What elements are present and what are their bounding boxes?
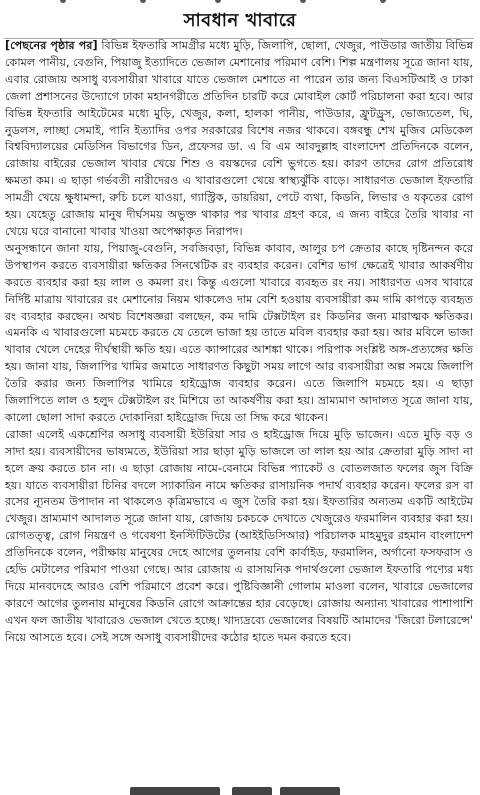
paragraph-1-text: বিভিন্ন ইফতারি সামগ্রীর মধ্যে মুড়ি, জিলাপি, ছোলা, খেজুর, পাউডার জাতীয় বিভিন্ন কোমল পানীয়, বেগুনি, পিয়াজু ইত্যাদিতে ভেজাল মেশানোর পরিমাণ বেশি। শিল্প মন্ত্রণালয় সূত্রে জানা যায়, এবার রোজায় অসাধু ব্যবসায়ীরা খাবারে যাতে ভেজাল মেশাতে না পারেন তার জন্য বিএসটিআই ও ঢাকা জেলা প্রশাসনের উদ্যোগে ঢাকা মহানগরীতে প্রতিদিন চারটি করে মোবাইল কোর্ট পরিচালনা করা হবে। আর বিভিন্ন ইফতারি আইটেমের মধ্যে মুড়ি, খেজুর, কলা, হালকা পানীয়, পাউডার, ফ্রুটড্রুস, ভোজ্যতেল, ঘি, নুডলস, লাচ্ছা সেমাই, পানি ইত্যাদির ওপর সরকারের বিশেষ নজর থাকবে। বঙ্গবন্ধু শেখ মুজিব মেডিকেল বিশ্ববিদ্যালয়ের মেডিসিন বিভাগের ডিন, প্রফেসর ডা. এ বি এম আবদুল্লাহ বাংলাদেশ প্রতিদিনকে বলেন, রোজায় বাইরের ভেজাল খাবার খেয়ে শিশু ও বয়স্কদের বেশি ভুগতে হয়। কারণ তাদের রোগ প্রতিরোধ ক্ষমতা কম। এ ছাড়া গর্ভবতী নারীদেরও এ খাবারগুলো খেয়ে স্বাস্থ্যঝুঁকি বাড়ে। সাধারণত ভেজাল ইফতারি সামগ্রী খেয়ে ক্ষুধামন্দা, রুচি চলে যাওয়া, গ্যাস্ট্রিক, ডায়রিয়া, পেটে ব্যথা, কিডনি, লিভার ও যকৃতের রোগ হয়। যেহেতু রোজায় মানুষ দীর্ঘসময় অভুক্ত থাকার পর খাবার গ্রহণ করে, এ জন্য বাইরে তৈরি খাবার না খেয়ে ঘরে বানানো খাবার খাওয়া অপেক্ষাকৃত নিরাপদ। [5, 39, 473, 238]
continued-from-label: [পেছনের পৃষ্ঠার পর] [5, 39, 98, 52]
article-paragraph-1 [4, 38, 474, 241]
cropped-text-bottom [120, 783, 360, 795]
article-body [4, 38, 474, 781]
headline-divider [4, 38, 474, 39]
article-paragraph-3: রোজা এলেই একশ্রেণির অসাধু ব্যবসায়ী ইউরিয়া সার ও হাইড্রোজ দিয়ে মুড়ি ভাজেন। এতে মুড়ি বড় ও সাদা হয়। ব্যবসায়ীদের ভাষ্যমতে, ইউরিয়া সার ছাড়া মুড়ি ভাজলে তা লাল হয় আর ক্রেতারা মুড়ি সাদা না হলে ক্রয় করতে চান না। এ ছাড়া রোজায় নামে-বেনামে বিভিন্ন প্যাকেট ও বোতলজাত ফলের জুস বিক্রি হয়। যাতে ব্যবসায়ীরা চিনির বদলে স্যাকারিন নামে ক্ষতিকর রাসায়নিক পদার্থ ব্যবহার করেন। ফলের রস বা রসের ন্যূনতম উপাদান না থাকলেও কৃত্রিমভাবে এ জুস তৈরি করা হয়। ইফতারির অন্যতম একটি আইটেম খেজুর। ভ্রাম্যমাণ আদালত সূত্রে জানা যায়, রোজায় চকচকে দেখাতে খেজুরেও ফরমালিন ব্যবহার করা হয়। রোগতত্ত্ব, রোগ নিয়ন্ত্রণ ও গবেষণা ইনস্টিটিউটের (আইইডিসিআর) পরিচালক মাহমুদুর রহমান বাংলাদেশ প্রতিদিনকে বলেন, পরীক্ষায় মানুষের দেহে আগের তুলনায় বেশি কার্বাইড, ফরমালিন, অর্গানো ফসফরাস ও হেভি মেটালের পরিমাণ পাওয়া গেছে। আর রোজায় এ রাসায়নিক পদার্থগুলো ভেজাল ইফতারি পণ্যের মধ্য দিয়ে মানবদেহে আরও বেশি পরিমাণে প্রবেশ করে। পুষ্টিবিজ্ঞানী গোলাম মাওলা বলেন, খাবারে ভেজালের কারণে আগের তুলনায় মানুষের কিডনি রোগে আক্রান্তের হার বেড়েছে। রোজায় অন্যান্য খাবারের পাশাপাশি এখন ফল জাতীয় খাবারেও ভেজাল খেতে হচ্ছে। খাদ্যদ্রব্যে ভেজালের বিষয়টি আমাদের 'জিরো টলারেন্সে' নিয়ে আসতে হবে। সেই সঙ্গে অসাধু ব্যবসায়ীদের কঠোর হাতে দমন করতে হবে। [5, 427, 473, 644]
article-paragraph-2: অনুসন্ধানে জানা যায়, পিয়াজু-বেগুনি, সবজিবড়া, বিভিন্ন কাবাব, আলুর চপ ক্রেতার কাছে দৃষ্টিনন্দন করে উপস্থাপন করতে ব্যবসায়ীরা ক্ষতিকর সিনথেটিক রং ব্যবহার করেন। বেশির ভাগ ক্ষেত্রেই খাবার আকর্ষণীয় করতে ব্যবহার করা হয় লাল ও কমলা রং। কিন্তু এগুলো খাবারে ব্যবহৃত রং নয়। সাধারণত এসব খাবারে নির্দিষ্ট মাত্রায় খাবারের রং মেশানোর নিয়ম থাকলেও দাম বেশি হওয়ায় ব্যবসায়ীরা কম দামি কাপড়ে ব্যবহৃত রং ব্যবহার করছেন। অথচ বিশেষজ্ঞরা বলছেন, কম দামি টেক্সটাইল রং কিডনির জন্য মারাত্মক ক্ষতিকর। এমনকি এ খাবারগুলো মচমচে করতে যে তেলে ভাজা হয় তাতে মবিল ব্যবহার করা হয়। আর মবিলে ভাজা খাবার খেলে দেহের দীর্ঘস্থায়ী ক্ষতি হয়। এতে ক্যান্সারের আশঙ্কা থাকে। পরিপাক সংশ্লিষ্ট অঙ্গ-প্রত্যঙ্গের ক্ষতি হয়। জানা যায়, জিলাপির খামির জমাতে সাধারণত কিছুটা সময় লাগে আর ব্যবসায়ীরা অল্প সময়ে জিলাপি তৈরি করার জন্য জিলাপির খামিরে হাইড্রোজ ব্যবহার করেন। এতে জিলাপি মচমচে হয়। এ ছাড়া জিলাপিতে লাল ও হলুদ টেক্সটাইল রং মিশিয়ে তা আকর্ষণীয় করা হয়। ভ্রাম্যমাণ আদালত সূত্রে জানা যায়, কালো ছোলা সাদা করতে দোকানিরা হাইড্রোজ দিয়ে তা সিদ্ধ করে থাকেন। [5, 241, 473, 424]
cropped-text-top [0, 0, 480, 4]
article-headline: সাবধান খাবারে [183, 10, 297, 31]
